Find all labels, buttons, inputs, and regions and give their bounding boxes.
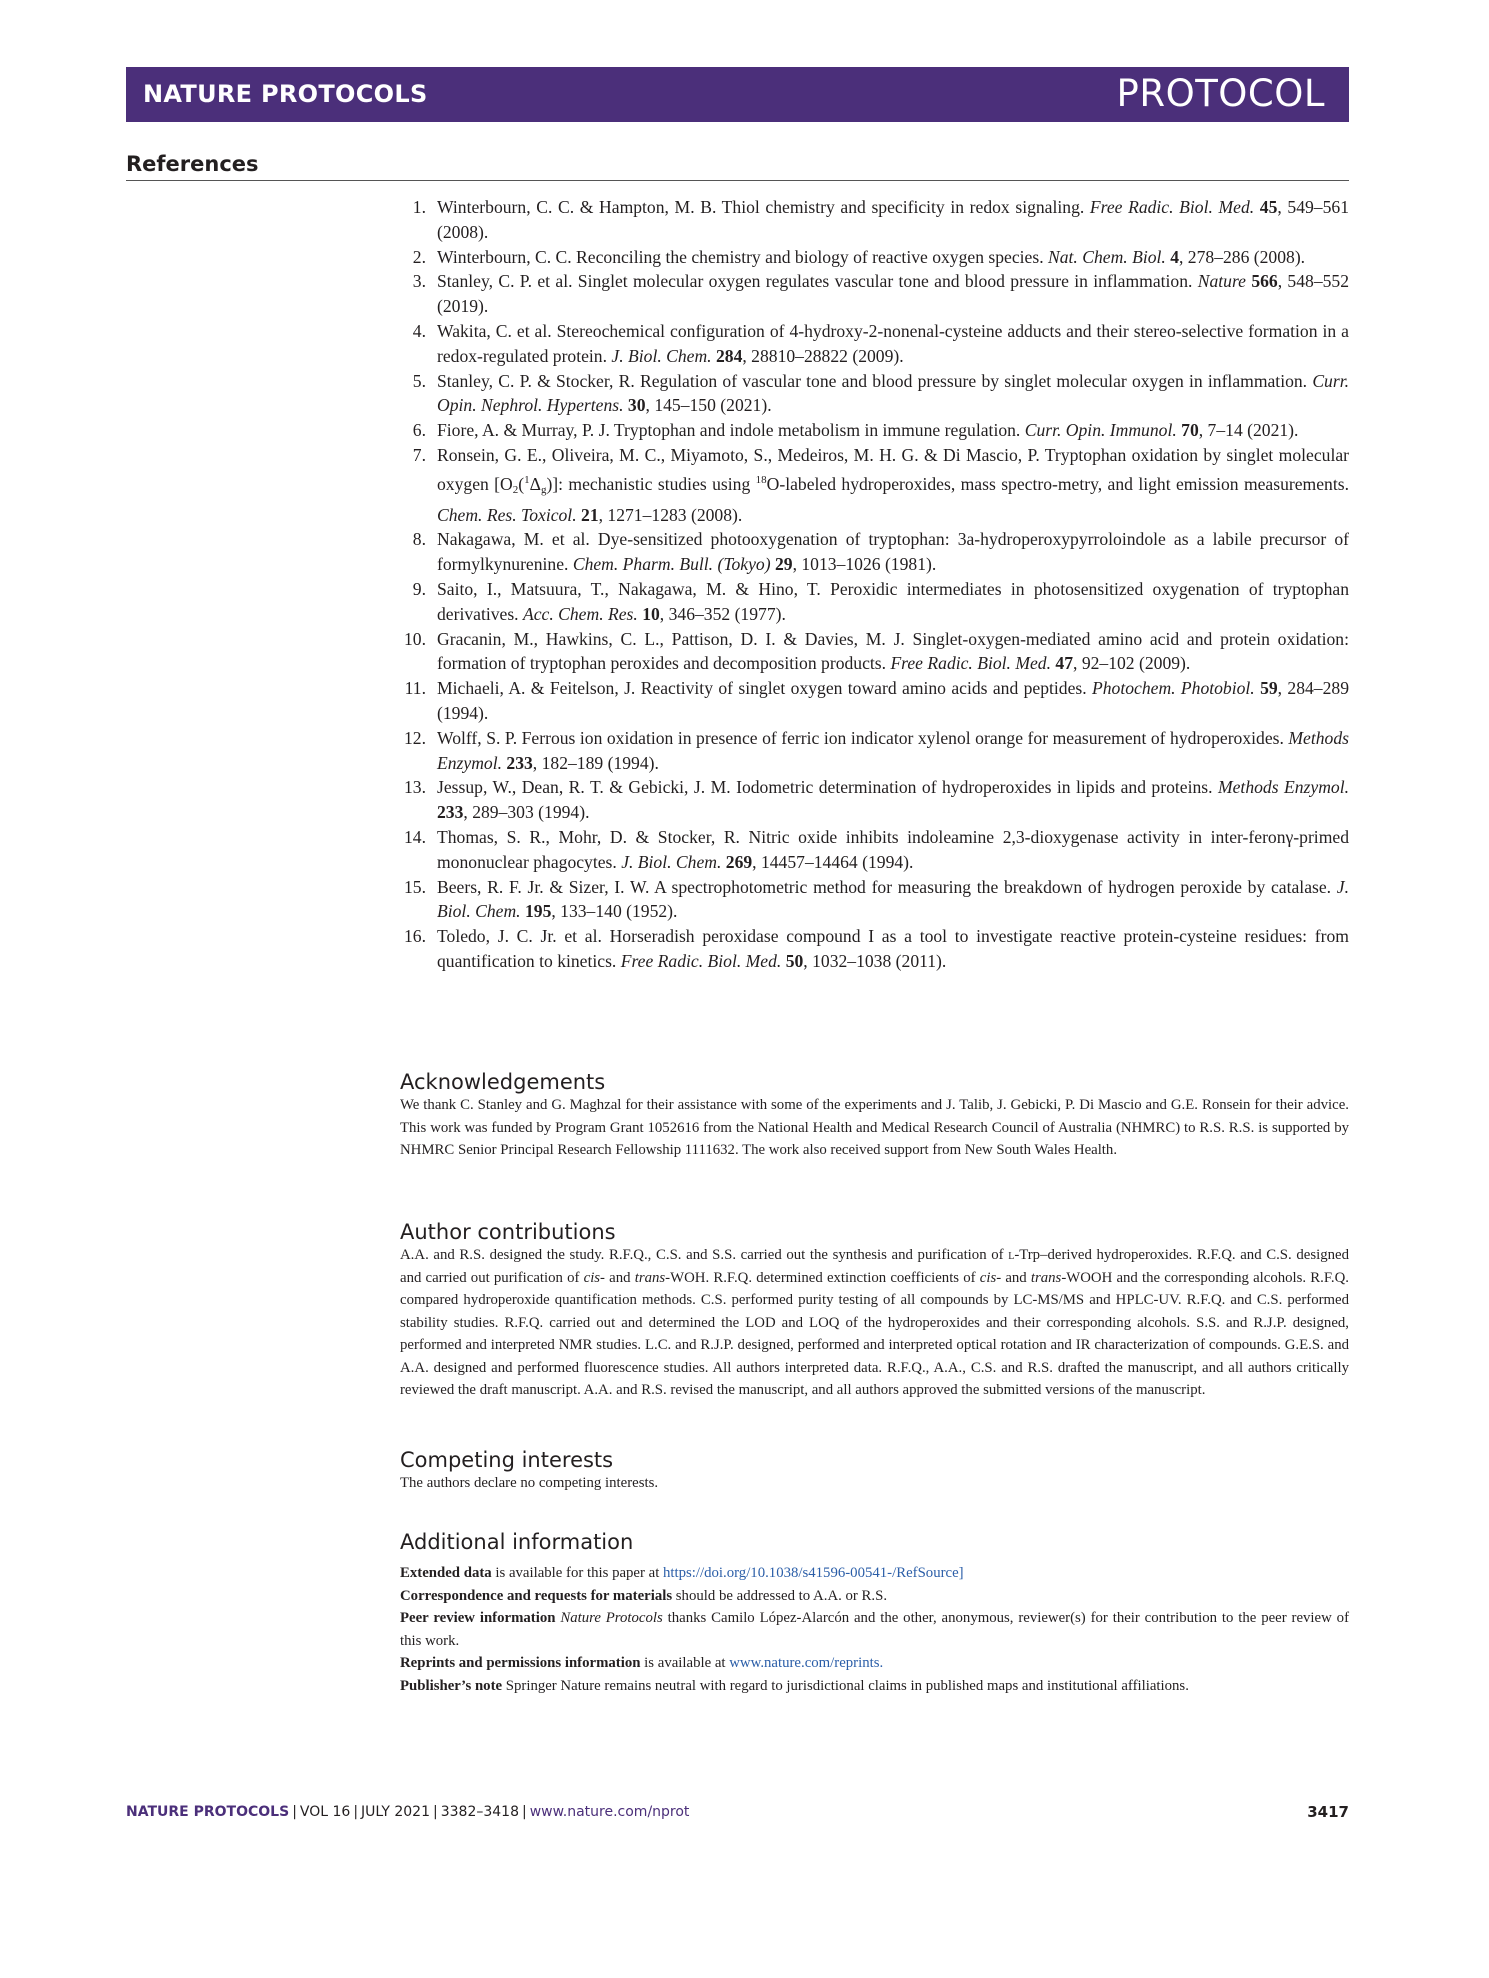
reprints-link[interactable]: www.nature.com/reprints.	[729, 1655, 884, 1671]
reference-volume: 269	[725, 851, 753, 872]
reference-journal: J. Biol. Chem.	[621, 851, 722, 872]
reference-volume: 10	[642, 603, 660, 624]
reference-item: 14. Thomas, S. R., Mohr, D. & Stocker, R. Nitric oxide inhibits indoleamine 2,3-dioxygenase activity in inter-feronγ-primed mononuclear phagocytes. J. Biol. Chem. 269, 14457–14464 (1994).	[400, 825, 1349, 875]
competing-interests-heading: Competing interests	[400, 1448, 614, 1472]
author-contributions-text: A.A. and R.S. designed the study. R.F.Q., C.S. and S.S. carried out the synthesis and purification of l-Trp–derived hydroperoxides. R.F.Q. and C.S. designed and carried out purification of cis- and trans-WOH. R.F.Q. determined extinction coefficients of cis- and trans-WOOH and the corresponding alcohols. R.F.Q. compared hydroperoxide quantification methods. C.S. performed purity testing of all compounds by LC-MS/MS and HPLC-UV. R.F.Q. and C.S. performed stability studies. R.F.Q. carried out and determined the LOD and LOQ of the hydroperoxides and their corresponding alcohols. S.S. and R.J.P. designed, performed and interpreted NMR studies. L.C. and R.J.P. designed, performed and interpreted optical rotation and IR characterization of compounds. G.E.S. and A.A. designed and performed fluorescence studies. All authors interpreted data. R.F.Q., A.A., C.S. and R.S. drafted the manuscript, and all authors critically reviewed the draft manuscript. A.A. and R.S. revised the manuscript, and all authors approved the submitted versions of the manuscript.	[400, 1247, 1350, 1398]
additional-information-section	[400, 1530, 1349, 1697]
footer-date: JULY 2021	[361, 1804, 430, 1820]
reference-volume: 284	[715, 345, 743, 366]
reference-journal: Curr. Opin. Immunol.	[1024, 420, 1177, 441]
reference-item: 9. Saito, I., Matsuura, T., Nakagawa, M. & Hino, T. Peroxidic intermediates in photosensitized oxygenation of tryptophan derivatives. Acc. Chem. Res. 10, 346–352 (1977).	[400, 577, 1349, 627]
reference-number: 4.	[412, 320, 426, 341]
reference-journal: Curr. Opin. Nephrol. Hypertens.	[437, 370, 1349, 416]
author-contributions-heading: Author contributions	[400, 1220, 616, 1244]
reference-volume: 59	[1260, 678, 1278, 699]
reference-volume: 566	[1251, 271, 1278, 292]
reference-number: 1.	[412, 197, 426, 217]
reference-number: 16.	[404, 926, 426, 947]
reference-volume: 195	[524, 901, 552, 922]
reference-journal: Chem. Pharm. Bull. (Tokyo)	[572, 554, 771, 575]
competing-interests-text: The authors declare no competing interests.	[400, 1475, 659, 1491]
reference-item: 5. Stanley, C. P. & Stocker, R. Regulation of vascular tone and blood pressure by singlet molecular oxygen in inflammation. Curr. Opin. Nephrol. Hypertens. 30, 145–150 (2021).	[400, 369, 1349, 419]
page-footer: NATURE PROTOCOLS | VOL 16 | JULY 2021 | 3382–3418 | www.nature.com/nprot	[126, 1804, 690, 1820]
reference-volume: 45	[1259, 197, 1278, 217]
journal-header-bar	[126, 67, 1349, 122]
reference-item: 6. Fiore, A. & Murray, P. J. Tryptophan and indole metabolism in immune regulation. Curr. Opin. Immunol. 70, 7–14 (2021).	[400, 418, 1349, 443]
reference-journal: Methods Enzymol.	[1217, 777, 1349, 798]
acknowledgements-section	[400, 1070, 1349, 1162]
reference-volume: 29	[774, 554, 793, 575]
correspondence-line: Correspondence and requests for materials should be addressed to A.A. or R.S.	[400, 1587, 888, 1604]
additional-information-heading: Additional information	[400, 1530, 634, 1554]
reference-number: 11.	[404, 678, 426, 699]
heading-divider	[126, 180, 1349, 181]
references-heading: References	[126, 152, 259, 176]
reference-volume: 233	[437, 802, 464, 823]
reference-number: 15.	[404, 876, 426, 897]
author-contributions-section	[400, 1220, 1349, 1402]
reference-journal: Methods Enzymol.	[437, 727, 1349, 773]
footer-url[interactable]: www.nature.com/nprot	[529, 1804, 690, 1820]
reference-item: 7. Ronsein, G. E., Oliveira, M. C., Miyamoto, S., Medeiros, M. H. G. & Di Mascio, P. Tryptophan oxidation by singlet molecular oxygen $[O_2(^1\Delta_g)]$: mechanistic studies using $^{18}$O-labeled hydroperoxides, mass spectro-metry, and light emission measurements. Chem. Res. Toxicol. 21, 1271–1283 (2008).	[400, 443, 1349, 527]
reference-journal: Nature	[1197, 271, 1246, 292]
footer-journal: NATURE PROTOCOLS	[126, 1804, 290, 1820]
reference-volume: 233	[506, 752, 533, 773]
reference-number: 2.	[412, 246, 426, 267]
reference-item: 13. Jessup, W., Dean, R. T. & Gebicki, J. M. Iodometric determination of hydroperoxides in lipids and proteins. Methods Enzymol. 233, 289–303 (1994).	[400, 775, 1349, 825]
reference-number: 13.	[404, 777, 426, 798]
reference-number: 14.	[404, 826, 426, 847]
reference-volume: 50	[785, 950, 804, 971]
reprints-line: Reprints and permissions information is available at www.nature.com/reprints.	[400, 1655, 884, 1671]
extended-data-link[interactable]: https://doi.org/10.1038/s41596-00541-/RefSource]	[663, 1565, 964, 1581]
reference-volume: 4	[1170, 246, 1179, 267]
reference-item: 10. Gracanin, M., Hawkins, C. L., Pattison, D. I. & Davies, M. J. Singlet-oxygen-mediated amino acid and protein oxidation: formation of tryptophan peroxides and decomposition products. Free Radic. Biol. Med. 47, 92–102 (2009).	[400, 627, 1349, 677]
reference-journal: J. Biol. Chem.	[611, 345, 712, 366]
reference-list	[400, 195, 1349, 974]
acknowledgements-text: We thank C. Stanley and G. Maghzal for their assistance with some of the experiments and J. Talib, J. Gebicki, P. Di Mascio and G.E. Ronsein for their advice. This work was funded by Program Grant 1052616 from the National Health and Medical Research Council of Australia (NHMRC) to R.S. R.S. is supported by NHMRC Senior Principal Research Fellowship 1111632. The work also received support from New South Wales Health.	[400, 1097, 1349, 1158]
reference-item: 1. Winterbourn, C. C. & Hampton, M. B. Thiol chemistry and specificity in redox signaling. Free Radic. Biol. Med. 45, 549–561 (2008).	[400, 195, 1349, 245]
reference-volume: 47	[1055, 653, 1074, 674]
reference-item: 15. Beers, R. F. Jr. & Sizer, I. W. A spectrophotometric method for measuring the breakdown of hydrogen peroxide by catalase. J. Biol. Chem. 195, 133–140 (1952).	[400, 875, 1349, 925]
peer-review-line: Peer review information Nature Protocols thanks Camilo López-Alarcón and the other, anonymous, reviewer(s) for their contribution to the peer review of this work.	[400, 1610, 1349, 1649]
reference-journal: Free Radic. Biol. Med.	[1089, 197, 1255, 217]
article-type: PROTOCOL	[1116, 72, 1325, 115]
publisher-note-line: Publisher’s note Springer Nature remains neutral with regard to jurisdictional claims in published maps and institutional affiliations.	[400, 1677, 1189, 1694]
reference-number: 9.	[412, 578, 426, 599]
reference-item: 8. Nakagawa, M. et al. Dye-sensitized photooxygenation of tryptophan: 3a-hydroperoxypyrroloindole as a labile precursor of formylkynurenine. Chem. Pharm. Bull. (Tokyo) 29, 1013–1026 (1981).	[400, 527, 1349, 577]
footer-pages: 3382–3418	[440, 1804, 519, 1820]
reference-number: 8.	[412, 529, 426, 550]
acknowledgements-heading: Acknowledgements	[400, 1070, 606, 1094]
reference-journal: Photochem. Photobiol.	[1092, 678, 1255, 699]
reference-volume: 21	[581, 504, 599, 525]
reference-number: 3.	[412, 271, 426, 292]
reference-journal: Nat. Chem. Biol.	[1048, 246, 1166, 267]
reference-number: 5.	[412, 370, 426, 391]
reference-volume: 30	[627, 395, 646, 416]
reference-item: 11. Michaeli, A. & Feitelson, J. Reactivity of singlet oxygen toward amino acids and peptides. Photochem. Photobiol. 59, 284–289 (1994).	[400, 676, 1349, 726]
reference-volume: 70	[1181, 420, 1199, 441]
reference-number: 12.	[404, 727, 426, 748]
reference-journal: Acc. Chem. Res.	[522, 603, 638, 624]
reference-number: 10.	[404, 628, 426, 649]
reference-journal: J. Biol. Chem.	[437, 876, 1349, 922]
reference-number: 6.	[412, 420, 426, 441]
footer-volume: VOL 16	[299, 1804, 351, 1820]
reference-journal: Free Radic. Biol. Med.	[890, 653, 1052, 674]
reference-journal: Chem. Res. Toxicol.	[437, 504, 577, 525]
reference-item: 12. Wolff, S. P. Ferrous ion oxidation in presence of ferric ion indicator xylenol orange for measurement of hydroperoxides. Methods Enzymol. 233, 182–189 (1994).	[400, 726, 1349, 776]
competing-interests-section	[400, 1448, 1349, 1495]
page-number: 3417	[1307, 1803, 1349, 1821]
reference-item: 4. Wakita, C. et al. Stereochemical configuration of 4-hydroxy-2-nonenal-cysteine adducts and their stereo-selective formation in a redox-regulated protein. J. Biol. Chem. 284, 28810–28822 (2009).	[400, 319, 1349, 369]
reference-journal: Free Radic. Biol. Med.	[620, 950, 782, 971]
reference-item: 2. Winterbourn, C. C. Reconciling the chemistry and biology of reactive oxygen species. Nat. Chem. Biol. 4, 278–286 (2008).	[400, 245, 1349, 270]
reference-item: 3. Stanley, C. P. et al. Singlet molecular oxygen regulates vascular tone and blood pressure in inflammation. Nature 566, 548–552 (2019).	[400, 269, 1349, 319]
journal-name: NATURE PROTOCOLS	[143, 80, 428, 108]
reference-item: 16. Toledo, J. C. Jr. et al. Horseradish peroxidase compound I as a tool to investigate reactive protein-cysteine residues: from quantification to kinetics. Free Radic. Biol. Med. 50, 1032–1038 (2011).	[400, 924, 1349, 974]
extended-data-line: Extended data is available for this paper at https://doi.org/10.1038/s41596-00541-/RefSource]	[400, 1565, 964, 1581]
reference-number: 7.	[412, 444, 426, 465]
